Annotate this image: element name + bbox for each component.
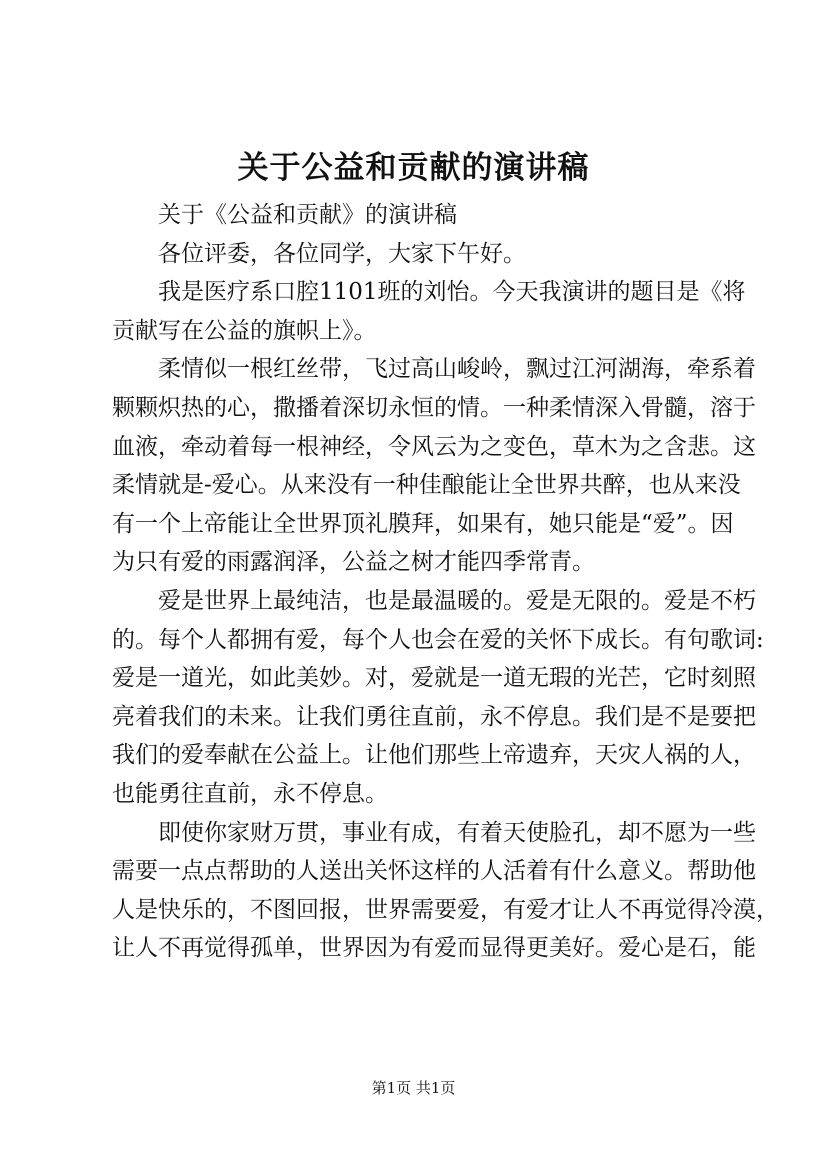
- paragraph-line: 的。每个人都拥有爱，每个人也会在爱的关怀下成长。有句歌词:: [112, 626, 764, 653]
- paragraph-line: 我是医疗系口腔1101班的刘怡。今天我演讲的题目是《将: [158, 279, 746, 306]
- paragraph-line: 即使你家财万贯，事业有成，有着天使脸孔，却不愿为一些: [158, 819, 756, 846]
- paragraph-line: 让人不再觉得孤单，世界因为有爱而显得更美好。爱心是石，能: [112, 935, 756, 962]
- paragraph-line: 贡献写在公益的旗帜上》。: [112, 317, 377, 344]
- paragraph-line: 爱是世界上最纯洁，也是最温暖的。爱是无限的。爱是不朽: [158, 587, 756, 614]
- paragraph-line: 颗颗炽热的心，撒播着深切永恒的情。一种柔情深入骨髓，溶于: [112, 394, 756, 421]
- paragraph-line: 血液，牵动着每一根神经，令风云为之变色，草木为之含悲。这: [112, 433, 756, 460]
- document-title: 关于公益和贡献的演讲稿: [237, 150, 590, 186]
- page-footer: 第1页 共1页: [371, 1079, 456, 1097]
- paragraph-line: 亮着我们的未来。让我们勇往直前，永不停息。我们是不是要把: [112, 703, 756, 730]
- paragraph-line: 也能勇往直前，永不停息。: [112, 780, 388, 807]
- paragraph-line: 关于《公益和贡献》的演讲稿: [158, 202, 457, 228]
- paragraph-line: 有一个上帝能让全世界顶礼膜拜，如果有，她只能是“爱”。因: [112, 510, 734, 537]
- paragraph-line: 为只有爱的雨露润泽，公益之树才能四季常青。: [112, 549, 595, 576]
- paragraph-line: 柔情就是-爱心。从来没有一种佳酿能让全世界共醉，也从来没: [112, 472, 741, 499]
- paragraph-line: 人是快乐的，不图回报，世界需要爱，有爱才让人不再觉得冷漠，: [112, 896, 779, 923]
- paragraph-line: 柔情似一根红丝带，飞过高山峻岭，飘过江河湖海，牵系着: [158, 356, 756, 383]
- paragraph-line: 需要一点点帮助的人送出关怀这样的人活着有什么意义。帮助他: [112, 858, 756, 885]
- paragraph-line: 我们的爱奉献在公益上。让他们那些上帝遗弃，天灾人祸的人，: [112, 742, 756, 769]
- document-body: [112, 196, 779, 968]
- paragraph-line: 各位评委，各位同学，大家下午好。: [158, 240, 526, 267]
- paragraph-line: 爱是一道光，如此美妙。对，爱就是一道无瑕的光芒，它时刻照: [112, 665, 756, 692]
